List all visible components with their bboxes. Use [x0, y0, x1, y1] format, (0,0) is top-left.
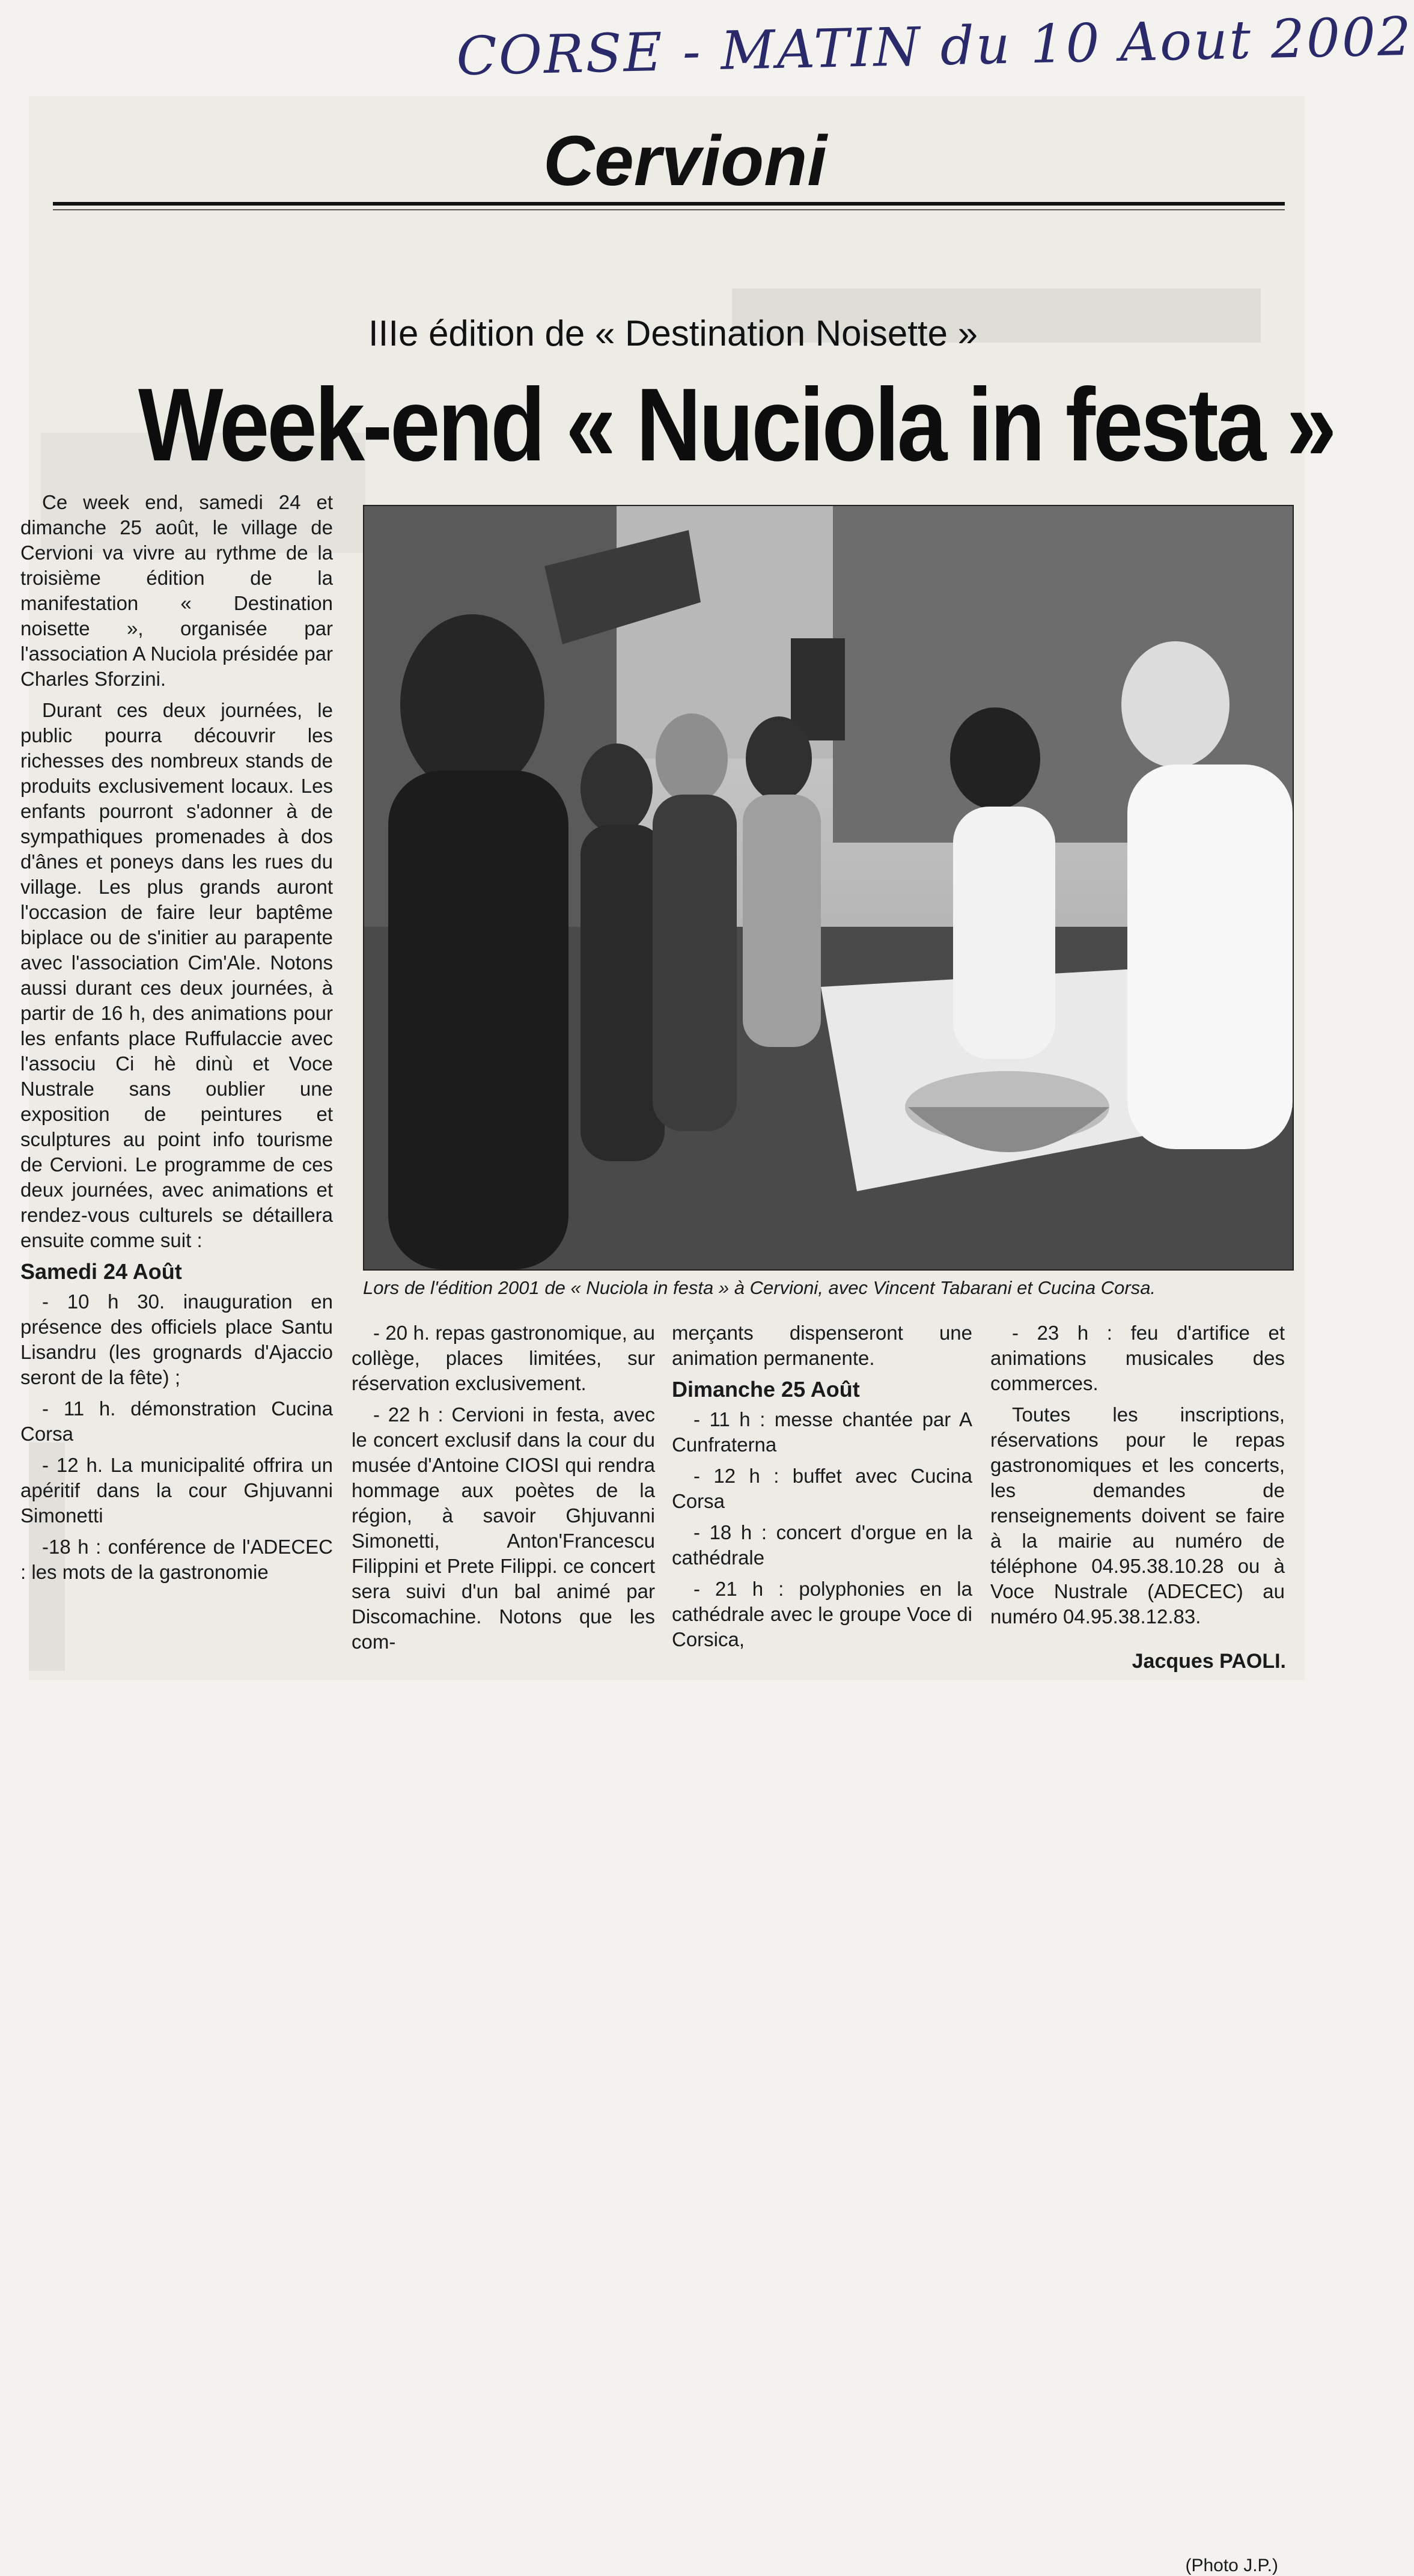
schedule-heading-saturday: Samedi 24 Août	[20, 1259, 182, 1284]
schedule-item: - 23 h : feu d'artifice et animations musicales des commerces.	[990, 1322, 1285, 1394]
photo-credit: (Photo J.P.)	[1185, 2556, 1278, 2575]
rubric-rule-thin	[53, 209, 1285, 210]
event-photo	[363, 505, 1294, 1271]
schedule-item: - 22 h : Cervioni in festa, avec le concert exclusif dans la cour du musée d'Antoine CIOSI qui rendra hommage aux poètes de la région, à savoir Ghjuvanni Simonetti, Anton'Francescu Filippini et Prete Filippi. ce concert sera suivi d'un bal animé par Discomachine. Notons que les com-	[352, 1403, 655, 1653]
schedule-item: - 12 h. La municipalité offrira un apéritif dans la cour Ghjuvanni Simonetti	[20, 1454, 333, 1527]
section-rubric: Cervioni	[543, 121, 827, 201]
schedule-item: - 11 h : messe chantée par A Cunfraterna	[672, 1408, 972, 1456]
article-headline: Week-end « Nuciola in festa »	[138, 366, 1335, 483]
schedule-item: - 10 h 30. inauguration en présence des officiels place Santu Lisandru (les grognards d'Ajaccio seront de la fête) ;	[20, 1290, 333, 1388]
schedule-item: - 21 h : polyphonies en la cathédrale avec le groupe Voce di Corsica,	[672, 1578, 972, 1650]
article-column-3	[672, 1320, 972, 1658]
schedule-item: - 18 h : concert d'orgue en la cathédrale	[672, 1521, 972, 1569]
schedule-item: -18 h : conférence de l'ADECEC : les mots de la gastronomie	[20, 1536, 333, 1583]
article-column-4	[990, 1320, 1285, 1635]
schedule-item: - 20 h. repas gastronomique, au collège, places limitées, sur réservation exclusivement.	[352, 1322, 655, 1394]
paragraph: Toutes les inscriptions, réservations pour le repas gastronomiques et les concerts, les demandes de renseignements doivent se faire à la mairie au numéro de téléphone 04.95.38.10.28 ou à Voce Nustrale (ADECEC) au numéro 04.95.38.12.83.	[990, 1403, 1285, 1628]
rubric-rule	[53, 202, 1285, 206]
caption-text: Lors de l'édition 2001 de « Nuciola in festa » à Cervioni, avec Vincent Tabarani et Cucina Corsa.	[363, 1277, 1156, 1298]
schedule-heading-sunday: Dimanche 25 Août	[672, 1377, 860, 1402]
photo-illustration	[364, 506, 1293, 1269]
author-signature: Jacques PAOLI.	[1132, 1650, 1286, 1673]
paragraph: Durant ces deux journées, le public pourra découvrir les richesses des nombreux stands de produits exclusivement locaux. Les enfants pourront s'adonner à de sympathiques promenades à dos d'ânes et poneys dans les rues du village. Les plus grands auront l'occasion de faire leur baptême biplace ou de s'initier au parapente avec l'association Cim'Ale. Notons aussi durant ces deux journées, à partir de 16 h, des animations pour les enfants place Ruffulaccie avec l'associu Ci hè dinù et Voce Nustrale sans oublier une exposition de peintures et sculptures au point info tourisme de Cervioni. Le programme de ces deux journées, avec animations et rendez-vous culturels se détaillera ensuite comme suit :	[20, 699, 333, 1251]
handwritten-source-note: CORSE - MATIN du 10 Aout 2002	[456, 5, 1413, 88]
article-kicker: IIIe édition de « Destination Noisette »	[368, 313, 978, 353]
paragraph-continuation: merçants dispenseront une animation permanente.	[672, 1322, 972, 1369]
article-column-1	[20, 490, 333, 1591]
schedule-item: - 12 h : buffet avec Cucina Corsa	[672, 1465, 972, 1512]
article-column-2	[352, 1320, 655, 1661]
schedule-item: - 11 h. démonstration Cucina Corsa	[20, 1397, 333, 1445]
paragraph: Ce week end, samedi 24 et dimanche 25 août, le village de Cervioni va vivre au rythme de la troisième édition de la manifestation « Destination noisette », organisée par l'association A Nuciola présidée par Charles Sforzini.	[20, 491, 333, 690]
